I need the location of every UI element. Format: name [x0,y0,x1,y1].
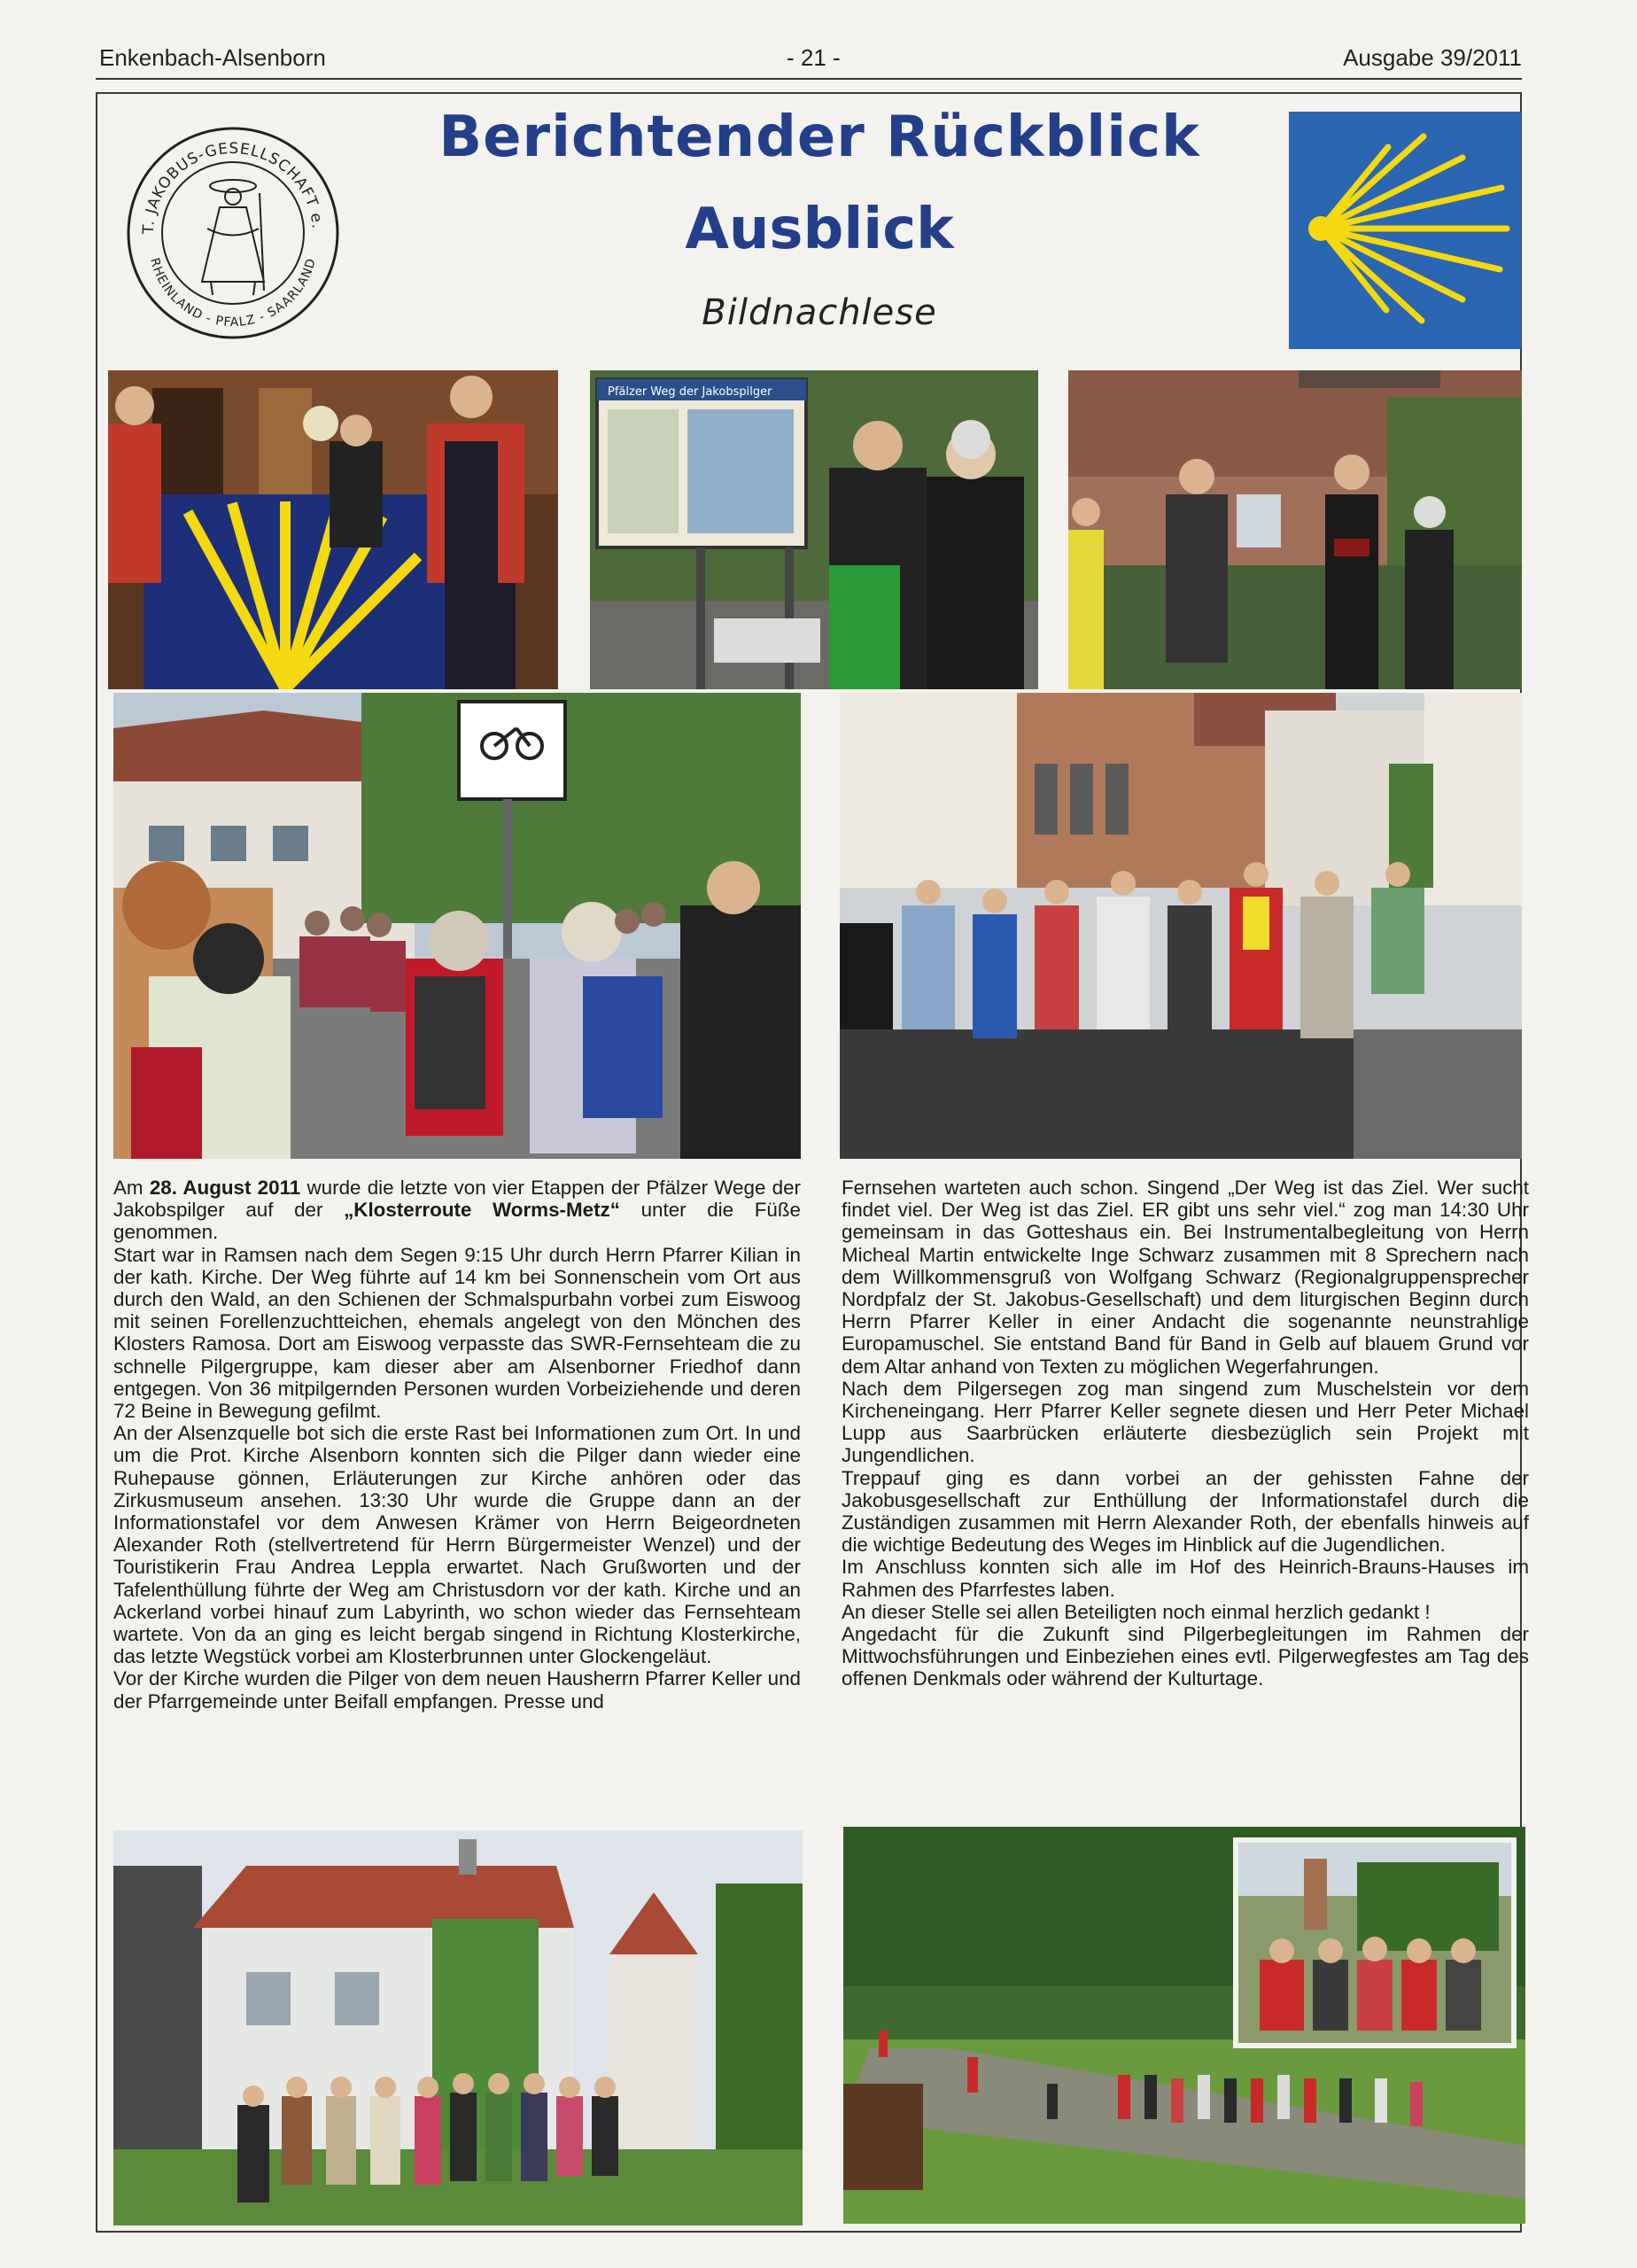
article-paragraph: Nach dem Pilgersegen zog man singend zum Muschelstein vor dem Kircheneingang. Herr Pfarrer Keller segnete diesen und Herr Peter Michael Lupp aus Saarbrücken erläuterte diesbezüglich sein Projekt mit Jungendlichen. [842,1377,1529,1467]
article-paragraph: Start war in Ramsen nach dem Segen 9:15 Uhr durch Herrn Pfarrer Kilian in der kath. Kirche. Der Weg führte auf 14 km bei Sonnenschein vom Ort aus durch den Wald, an den Schienen der Schmalspurbahn vorbei zum Eiswoog mit seinen Forellenzuchtteichen, ehemals angelegt von den Mönchen des Klosters Ramosa. Dort am Eiswoog verpasste das SWR-Fernsehteam die zu schnelle Pilgergruppe, kam dieser aber am Alsenborner Friedhof dann entgegen. Von 36 mitpilgernden Personen wurden Vorbeiziehende und deren 72 Beine in Bewegung gefilmt. [113,1243,801,1423]
headline-second-line: Ausblick [685,197,954,262]
svg-text:ST. JAKOBUS-GESELLSCHAFT e.V. [122,122,326,235]
article-paragraph: An der Alsenzquelle bot sich die erste Rast bei Informationen zum Ort. In und um die Prot. Kirche Alsenborn konnten sich die Pilger dann wieder eine Ruhepause gönnen, Erläuterungen zur Kirche anhören oder das Zirkusmuseum ansehen. 13:30 Uhr wurde die Gruppe dann an der Informationstafel vor dem Anwesen Krämer von Herrn Beigeordneten Alexander Roth (stellvertretend für Herrn Bürgermeister Wenzel) und der Touristikerin Frau Andrea Leppla erwartet. Nach Grußworten und der Tafelenthüllung führte der Weg am Christusdorn vor der kath. Kirche und an Ackerland vorbei hinauf zum Labyrinth, wo schon wieder das Fernsehteam wartete. Von da an ging es leicht bergab singend in Richtung Klosterkirche, das letzte Wegstück vorbei am Klosterbrunnen unter Glockengeläut. [113,1422,801,1668]
article-paragraph: Im Anschluss konnten sich alle im Hof des Heinrich-Brauns-Hauses im Rahmen des Pfarrfestes laben. [842,1556,1529,1601]
scallop-shell-icon [1289,112,1521,349]
header-locality: Enkenbach-Alsenborn [99,44,326,71]
header-issue: Ausgabe 39/2011 [1343,44,1522,71]
pilgrim-icon [202,180,264,295]
article-paragraph: Vor der Kirche wurden die Pilger von dem neuen Hausherrn Pfarrer Keller und der Pfarrgemeinde unter Beifall empfangen. Presse und [113,1667,801,1713]
article-paragraph: Fernsehen warteten auch schon. Singend „Der Weg ist das Ziel. Wer sucht findet viel. Der Weg ist das Ziel. ER gibt uns sehr viel.“ zog man 14:30 Uhr gemeinsam in das Gotteshaus ein. Bei Instrumentalbegleitung von Herrn Micheal Martin entwickelte Inge Schwarz zusammen mit 8 Sprechern nach dem Willkommensgruß von Wolfgang Schwarz (Regionalgruppensprecher Nordpfalz der St. Jakobus-Gesellschaft) und dem liturgischen Beginn durch Herrn Pfarrer Keller in einer Andacht die sogenannte neunstrahlige Europamuschel. Sie entstand Band für Band in Gelb auf blauem Grund vor dem Altar anhand von Texten zu möglichen Wegerfahrungen. [842,1177,1529,1378]
article-paragraph: Angedacht für die Zukunft sind Pilgerbegleitungen im Rahmen der Mittwochsführungen und Einbeziehen eines evtl. Pilgerwegfestes am Tag des offenen Denkmals oder während der Kulturtage. [842,1623,1529,1690]
photo-street-crowd [113,693,801,1159]
photo-church-blessing [1068,370,1522,689]
photo-pilgrims-walking [840,693,1522,1159]
article-paragraph: An dieser Stelle sei allen Beteiligten noch einmal herzlich gedankt ! [842,1600,1431,1623]
photo-house-group [113,1830,803,2225]
logo-ring-text-top: T. JAKOBUS-GESELLSCHAFT e. [139,139,326,235]
page-header [99,44,1522,80]
subtitle: Bildnachlese [702,292,937,333]
headline: Berichtender Rückblick [438,105,1200,170]
logo-ring-text-bottom: RHEINLAND - PFALZ - SAARLAND [147,256,319,330]
article-column-left [113,1177,801,1713]
photo-altar-shell [108,370,558,689]
info-board-title: Pfälzer Weg der Jakobspilger [608,385,772,399]
jakobus-society-logo [122,122,344,344]
article-paragraph: Treppauf ging es dann vorbei an der gehissten Fahne der Jakobusgesellschaft zur Enthüllung der Informationstafel durch die Zuständigen zusammen mit Herrn Alexander Roth, der ebenfalls hinweis auf die wichtige Bedeutung des Weges im Hinblick auf die Jugendlichen. [842,1466,1529,1557]
header-rule [96,78,1522,80]
article-column-right [842,1177,1529,1690]
photo-meadow-path [843,1827,1525,2224]
header-page-number: - 21 - [787,44,841,71]
article-intro-paragraph: Am 28. August 2011 wurde die letzte von vier Etappen der Pfälzer Wege der Jakobspilger auf der „Klosterroute Worms-Metz“ unter die Füße genommen. [113,1177,802,1244]
photo-info-board [590,370,1038,689]
